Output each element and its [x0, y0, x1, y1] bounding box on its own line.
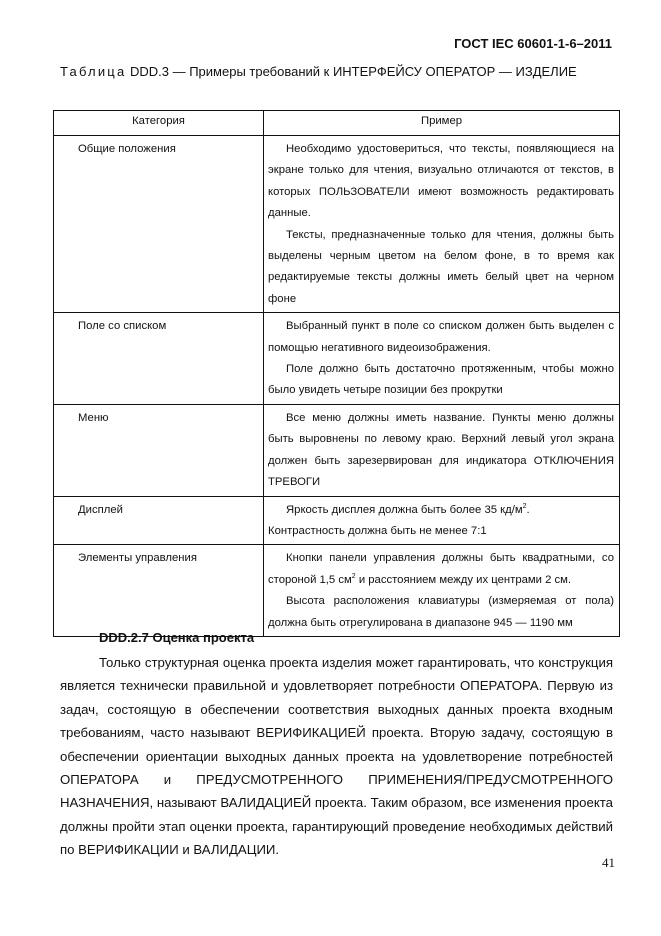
table-row	[54, 136, 620, 313]
button-spacing-text: и расстоянием между их центрами 2 см.	[355, 573, 572, 586]
brightness-end: .	[526, 503, 530, 516]
example-cell	[264, 313, 620, 405]
requirements-table	[53, 110, 620, 637]
page-number: 41	[602, 855, 615, 870]
section-title: DDD.2.7 Оценка проекта	[99, 630, 255, 645]
section-body	[60, 651, 613, 862]
unit-exponent: 2	[522, 502, 527, 510]
example-paragraph	[268, 548, 614, 591]
example-cell	[264, 404, 620, 496]
example-cell	[264, 496, 620, 545]
example-cell	[264, 545, 620, 637]
table-header-row	[54, 111, 620, 136]
table-row	[54, 313, 620, 405]
table-row	[54, 545, 620, 637]
example-paragraph: Контрастность должна быть не менее 7:1	[268, 524, 487, 537]
table-row	[54, 404, 620, 496]
column-header-example: Пример	[264, 111, 620, 136]
example-paragraph: Поле должно быть достаточно протяженным, чтобы можно было увидеть четыре позиции без прокрутки	[268, 363, 614, 397]
category-cell: Элементы управления	[54, 545, 264, 637]
column-header-category: Категория	[54, 111, 264, 136]
category-cell: Общие положения	[54, 136, 264, 313]
example-paragraph: Необходимо удостовериться, что тексты, появляющиеся на экране только для чтения, визуально отличаются от текстов, в которых ПОЛЬЗОВАТЕЛИ имеют возможность редактировать данные.	[268, 143, 614, 220]
category-cell: Поле со списком	[54, 313, 264, 405]
body-paragraph: Только структурная оценка проекта изделия может гарантировать, что конструкция является технически правильной и удовлетворяет потребности ОПЕРАТОРА. Первую из задач, состоящую в обеспечении соответствия выходных данных проекта входным требованиям, часто называют ВЕРИФИКАЦИЕЙ проекта. Вторую задачу, состоящую в обеспечении ориентации выходных данных проекта на удовлетворение потребностей ОПЕРАТОРА и ПРЕДУСМОТРЕННОГО ПРИМЕНЕНИЯ/ПРЕДУСМОТРЕННОГО НАЗНАЧЕНИЯ, называют ВАЛИДАЦИЕЙ проекта. Таким образом, все изменения проекта должны пройти этап оценки проекта, гарантирующий проведение необходимых действий по ВЕРИФИКАЦИИ и ВАЛИДАЦИИ.	[60, 655, 613, 858]
brightness-text: Яркость дисплея должна быть более 35 кд/м	[286, 503, 523, 516]
table-caption-prefix: Таблица	[60, 64, 127, 79]
example-paragraph: Выбранный пункт в поле со списком должен быть выделен с помощью негативного видеоизображения.	[268, 320, 614, 354]
table-caption-text: DDD.3 — Примеры требований к ИНТЕРФЕЙСУ ОПЕРАТОР — ИЗДЕЛИЕ	[126, 64, 577, 79]
standard-designation: ГОСТ IEC 60601-1-6–2011	[454, 36, 612, 51]
example-cell	[264, 136, 620, 313]
unit-exponent: 2	[351, 572, 356, 580]
category-cell: Дисплей	[54, 496, 264, 545]
example-paragraph: Все меню должны иметь название. Пункты меню должны быть выровнены по левому краю. Верхний левый угол экрана должен быть зарезервирован для индикатора ОТКЛЮЧЕНИЯ ТРЕВОГИ	[268, 411, 614, 489]
button-size-text: Кнопки панели управления должны быть квадратными, со стороной 1,5 см	[268, 552, 614, 586]
example-paragraph: Высота расположения клавиатуры (измеряемая от пола) должна быть отрегулирована в диапазоне 945 — 1190 мм	[268, 595, 614, 629]
category-cell: Меню	[54, 404, 264, 496]
table-row	[54, 496, 620, 545]
example-paragraph: Тексты, предназначенные только для чтения, должны быть выделены черным цветом на белом фоне, в то время как редактируемые тексты должны иметь белый цвет на черном фоне	[268, 228, 614, 305]
table-caption	[60, 64, 577, 79]
example-paragraph	[268, 500, 614, 521]
